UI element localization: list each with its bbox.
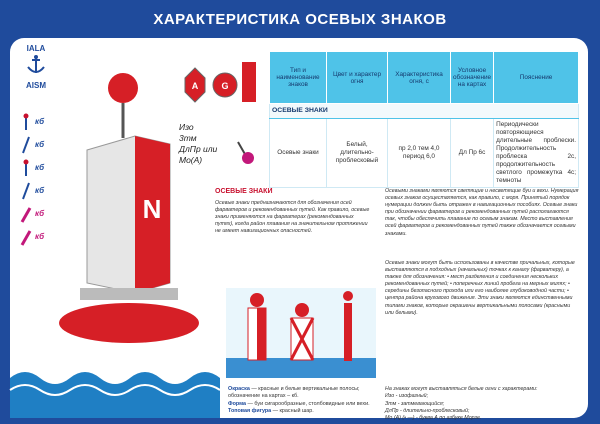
topmark-a: A (191, 81, 199, 91)
spar-icon (20, 159, 32, 177)
buoy-letter: N (142, 194, 162, 224)
logo-bottom-text: AISM (26, 81, 46, 90)
page-title: ХАРАКТЕРИСТИКА ОСЕВЫХ ЗНАКОВ (153, 10, 447, 28)
sea-waves (10, 338, 210, 418)
table-header: Условное обозначение на картах (451, 52, 494, 104)
buoy-text-line: Мо(А) (179, 155, 203, 165)
table-group-row: ОСЕВЫЕ ЗНАКИ (270, 104, 579, 119)
spar-icon (20, 136, 32, 154)
buoy-text-line: Изо (179, 122, 194, 132)
footnote-line: ДлПр - длительно-проблесковый; (385, 407, 470, 414)
marks-illustration (226, 288, 376, 378)
iala-logo (18, 44, 54, 90)
legend-text: — буи сигарообразные, столбовидные или вехи. (246, 400, 370, 407)
mark-label: кб (35, 186, 45, 195)
topmark-figures (170, 58, 260, 108)
logo-top-text: IALA (26, 44, 46, 53)
characteristics-table (269, 51, 579, 188)
spar-icon (20, 113, 32, 131)
legend-text: — красные и белые вертикальные полосы; обозначение на картах – кб. (228, 386, 360, 400)
footnote-line: На знаках могут выставляться белые огни с характерами: (385, 386, 538, 392)
paragraph-right-1: Осевыми знаками являются светящие и несветящие буи и вехи. Нумерация осевых знаков осуществляется, как правило, с моря. Принятый порядок нумерации должен быть отражен в навигационных пособиях. Осевые знаки при обозначении фарватеров и рекомендованных путей располагаются так, чтобы обеспечить плавание по осевым знакам. Место выставления осей фарватеров и рекомендованных путей также обозначается осевыми знаками. (385, 188, 579, 237)
mark-label: кб (35, 140, 45, 149)
anchor-icon (18, 53, 54, 79)
table-cell: Периодически повторяющиеся длительные проблески. Продолжительность проблеска 2с, продолжительность светлого промежутка 4с; темноты (494, 119, 579, 188)
table-cell: Белый, длительно-проблесковый (327, 119, 388, 188)
section-title: ОСЕВЫЕ ЗНАКИ (215, 188, 273, 195)
mark-label: кб (35, 163, 45, 172)
footnote-line: Изо - изофазный; (385, 393, 429, 400)
legend-key: Форма (228, 400, 247, 407)
legend-line (228, 401, 378, 408)
table-cell: пр 2,0 тем 4,0 период 6,0 (388, 119, 451, 188)
footnote-line: Зтм - затмевающийся; (385, 400, 445, 407)
paragraph-left: Осевые знаки предназначаются для обозначения осей фарватеров и рекомендованных путей. Как правило, осевые знаки применяются на фарватерах (рекомендованных путях), когда район плавания на значительном протяжении не имеет навигационных опасностей. (215, 200, 370, 235)
table-header: Цвет и характер огня (327, 52, 388, 104)
legend-line (228, 408, 378, 415)
buoy-light-icon (20, 228, 32, 246)
buoy-light-characteristics (179, 122, 217, 166)
legend-line (228, 386, 378, 401)
legend-key: Окраска (228, 386, 250, 392)
content-panel (10, 38, 588, 422)
footnote-line: Мо (А) (• —) - буква А по азбуке Морзе. (385, 415, 482, 422)
buoy-text-line: ДлПр или (179, 144, 218, 154)
legend-text: — красный шар. (271, 407, 314, 414)
legend-key: Топовая фигура (228, 407, 272, 414)
footnote (385, 386, 580, 422)
light-buoy-icon (234, 138, 258, 168)
topmark-g: G (221, 81, 229, 91)
buoy-light-icon (20, 205, 32, 223)
table-header: Характеристика огня, с (388, 52, 451, 104)
table-cell: Дл Пр 6с (451, 119, 494, 188)
table-cell: Осевые знаки (270, 119, 327, 188)
paragraph-right-2: Осевые знаки могут быть использованы в качестве причальных, которые выставляются в подходных (начальных) точках к каналу (фарватеру), а также для обозначения: • мест разделения и соединения нескольких рекомендованных путей; • поперечных линий пробега на мерных милях; • середины безопасного прохода или его наиболее глубоководной части; • центра района кругового движения. Эти знаки являются единственными типами знаков, которые окрашены вертикальными полосами (красными или белыми). (385, 260, 575, 316)
buoy-text-line: 3тм (179, 133, 197, 143)
mark-label: кб (35, 209, 45, 218)
mark-label: кб (35, 117, 45, 126)
table-header: Тип и наименование знаков (270, 52, 327, 104)
spar-icon (20, 182, 32, 200)
legend (228, 386, 378, 415)
table-header: Пояснение (494, 52, 579, 104)
mark-label: кб (35, 232, 45, 241)
